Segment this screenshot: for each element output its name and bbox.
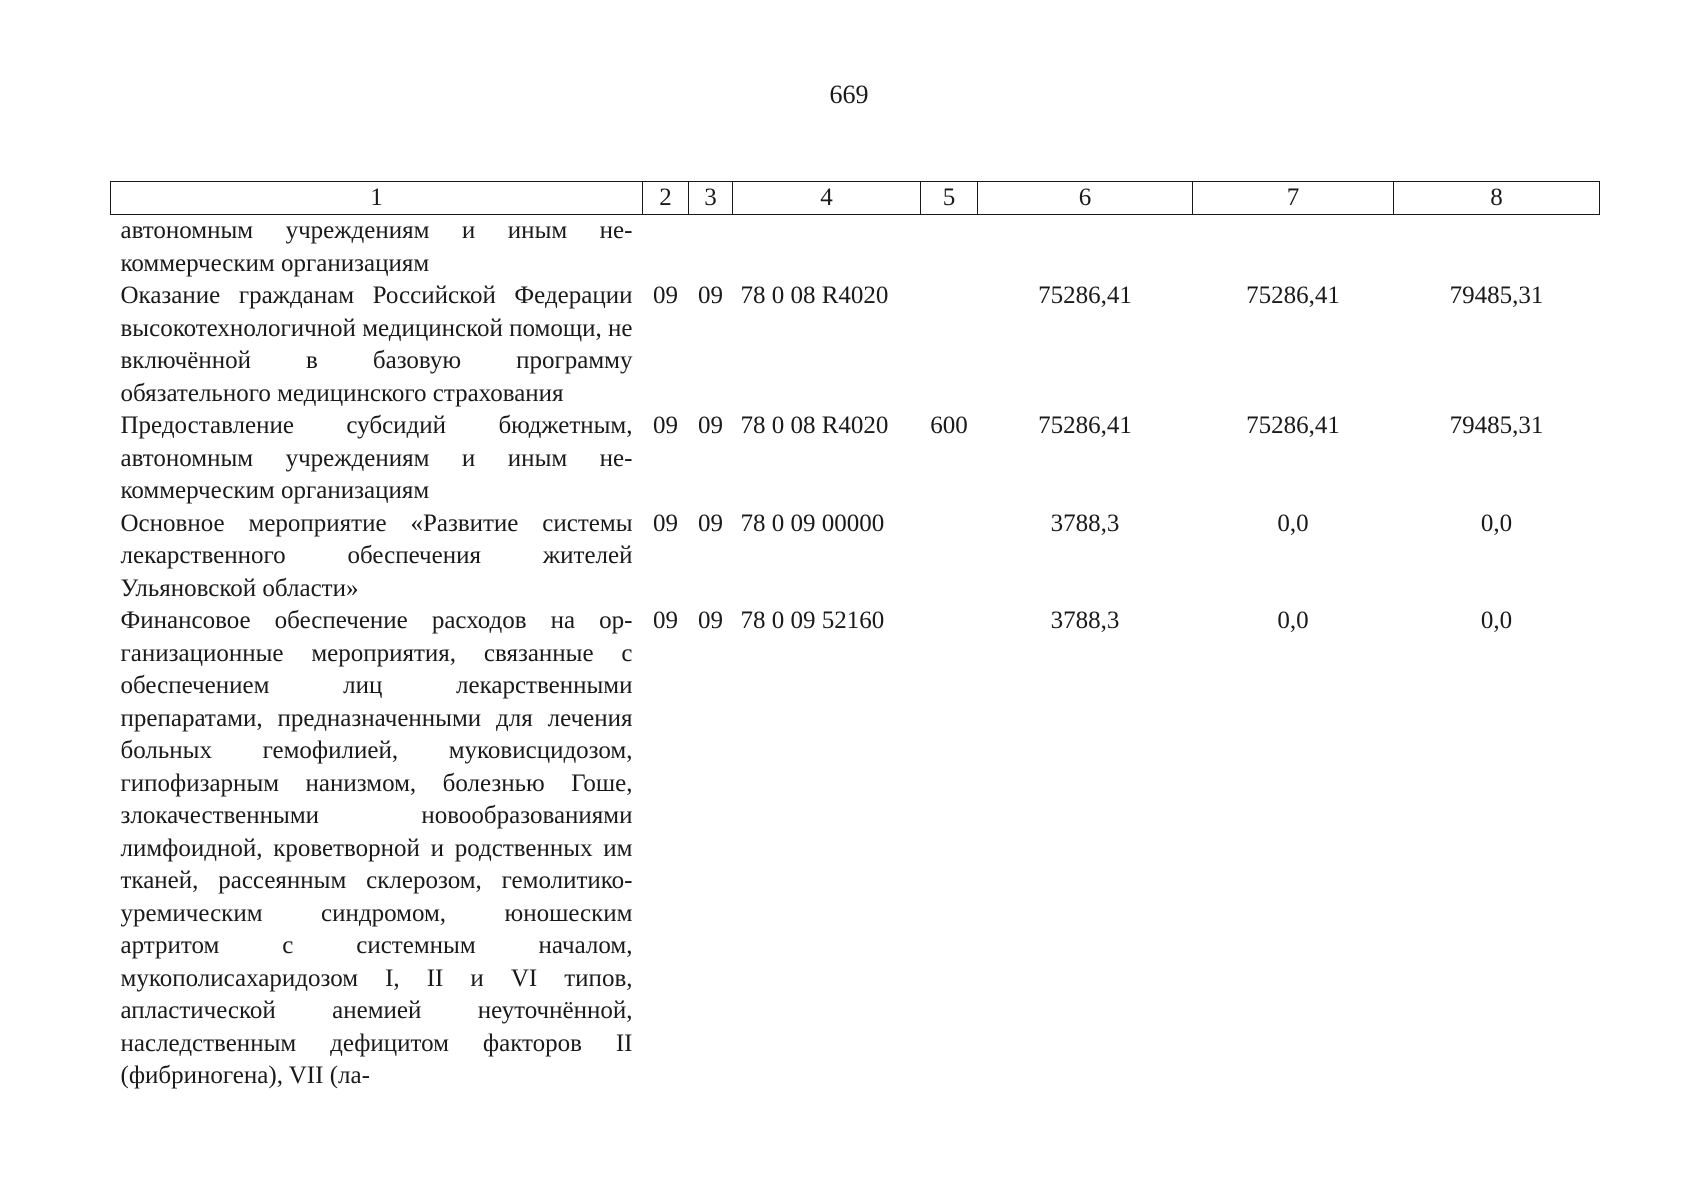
row-expense-type-code — [921, 215, 978, 281]
row-description: Основное мероприятие «Развитие системы лекарственного обеспечения жителей Ульяновской области» — [120, 509, 633, 602]
row-amount-col6: 75286,41 — [1038, 282, 1132, 309]
row-section-code — [643, 215, 689, 281]
column-header-8: 8 — [1394, 182, 1600, 215]
column-header-6: 6 — [978, 182, 1193, 215]
row-amount-col6: 75286,41 — [1038, 412, 1132, 439]
row-target-article-code — [733, 215, 921, 281]
row-subsection-code: 09 — [698, 412, 723, 439]
row-section-code: 09 — [653, 509, 678, 537]
row-amount-col7: 0,0 — [1277, 509, 1309, 537]
row-amount-col6: 3788,3 — [1050, 509, 1120, 537]
row-expense-type-code — [921, 508, 978, 606]
column-header-4: 4 — [733, 182, 921, 215]
table-body — [111, 215, 1600, 1093]
table-row — [111, 280, 1600, 410]
column-header-7: 7 — [1193, 182, 1394, 215]
header-row — [111, 182, 1600, 215]
column-header-3: 3 — [689, 182, 733, 215]
row-subsection-code: 09 — [698, 509, 723, 537]
table-row — [111, 215, 1600, 281]
row-expense-type-code: 600 — [930, 412, 968, 439]
row-amount-col7: 75286,41 — [1246, 282, 1340, 309]
row-target-article-code: 78 0 08 R4020 — [740, 412, 889, 439]
row-description: Оказание гражданам Российской Федерации высокотехнологичной медицинской помощи, не включённой в базовую программу обязательного медицинского страхования — [120, 282, 633, 407]
row-subsection-code: 09 — [698, 282, 723, 309]
row-target-article-code: 78 0 09 52160 — [740, 607, 885, 634]
row-amount-col6: 3788,3 — [1050, 607, 1120, 634]
row-amount-col7: 75286,41 — [1246, 412, 1340, 439]
row-amount-col8: 0,0 — [1480, 607, 1513, 634]
table-row — [111, 605, 1600, 1093]
row-section-code: 09 — [653, 607, 678, 634]
row-section-code: 09 — [653, 412, 678, 439]
row-amount-col8: 79485,31 — [1449, 282, 1544, 309]
row-amount-col8 — [1394, 215, 1600, 281]
table-row — [111, 410, 1600, 508]
row-section-code: 09 — [653, 282, 678, 309]
row-target-article-code: 78 0 09 00000 — [740, 509, 885, 537]
row-subsection-code: 09 — [698, 607, 723, 634]
column-header-5: 5 — [921, 182, 978, 215]
page-number: 669 — [829, 80, 869, 109]
table-row — [111, 508, 1600, 606]
row-description: автономным учреждениям и иным некоммерческим организациям — [120, 217, 633, 277]
row-amount-col7 — [1193, 215, 1394, 281]
budget-table — [110, 181, 1600, 1093]
row-amount-col8: 79485,31 — [1449, 412, 1544, 439]
row-subsection-code — [689, 215, 733, 281]
column-header-1: 1 — [111, 182, 643, 215]
row-description: Финансовое обеспечение расходов на организационные мероприятия, связанные с обеспечением лиц лекарственными препаратами, предназначенными для лечения больных гемофилией, муковисцидозом, гипофизарным нанизмом, болезнью Гоше, злокачественными новообразованиями лимфоидной, кроветворной и родственных им тканей, рассеянным склерозом, гемолитико-уремическим синдромом, юношеским артритом с системным началом, мукополисахаридозом I, II и VI типов, апластической анемией неуточнённой, наследственным дефицитом факторов II (фибриногена), VII (ла- — [120, 607, 633, 1089]
row-amount-col6 — [978, 215, 1193, 281]
row-description: Предоставление субсидий бюджетным, автономным учреждениям и иным некоммерческим организациям — [120, 412, 633, 504]
table-header — [111, 182, 1600, 215]
row-amount-col8: 0,0 — [1480, 509, 1513, 537]
column-header-2: 2 — [643, 182, 689, 215]
row-expense-type-code — [921, 280, 978, 410]
row-amount-col7: 0,0 — [1277, 607, 1309, 634]
row-expense-type-code — [921, 605, 978, 1093]
row-target-article-code: 78 0 08 R4020 — [740, 282, 889, 309]
